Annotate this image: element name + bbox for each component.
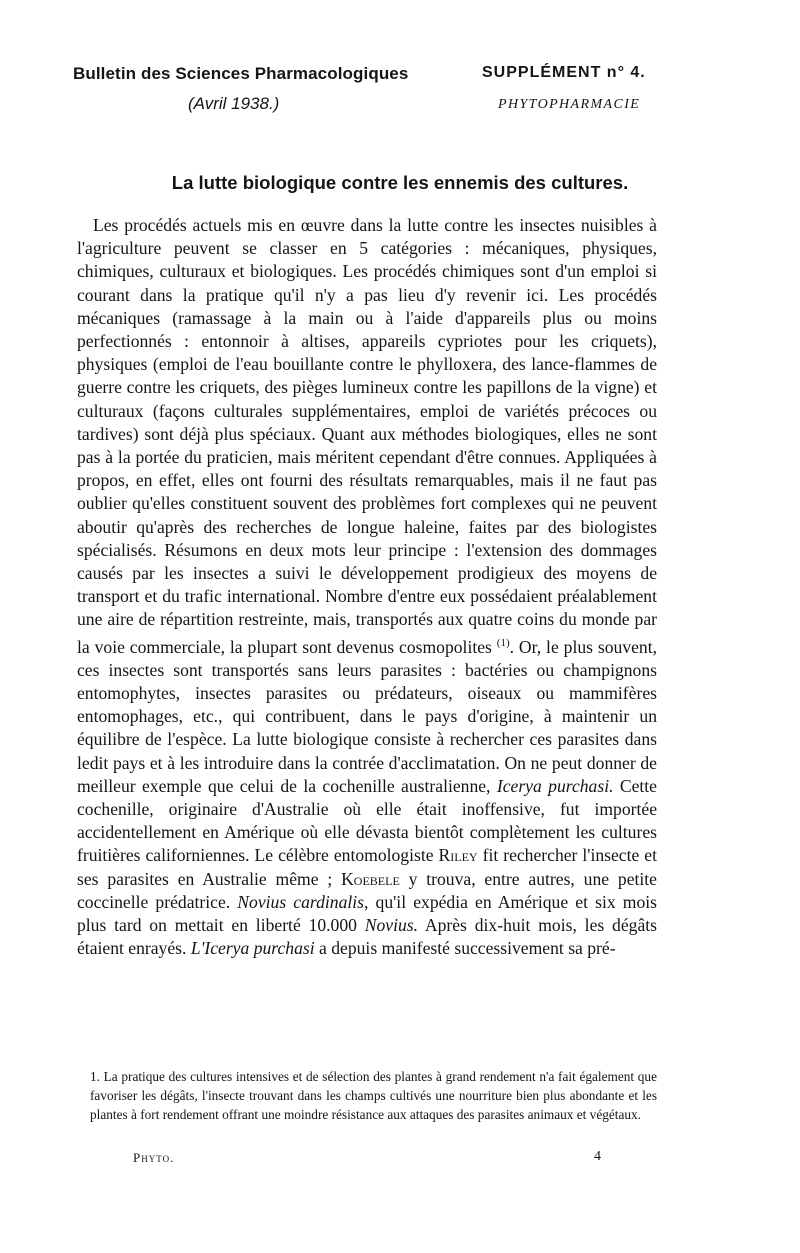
footnote-reference: (1) (496, 636, 510, 649)
species-name: Icerya purchasi. (496, 775, 614, 796)
supplement-number: SUPPLÉMENT n° 4. (482, 64, 646, 81)
body-text-segment: . Or, le plus souvent, ces insectes sont transportés sans leurs parasites : bactéries ou champignons entomophytes, insectes parasites ou prédateurs, oiseaux ou mammifères entomophages, etc., qui contribuent, dans le pays d'origine, à maintenir un équilibre de l'espèce. La lutte biologique consiste à rechercher ces parasites dans ledit pays et à les introduire dans la contrée d'acclimatation. On ne peut donner de meilleur exemple que celui de la cochenille australienne, (77, 636, 658, 796)
body-text-segment: Après dix-huit mois, les dégâts étaient enrayés. (77, 914, 657, 959)
species-name: Novius. (364, 914, 419, 935)
section-name: PHYTOPHARMACIE (498, 97, 641, 112)
footnote: 1. La pratique des cultures intensives et de sélection des plantes à grand rendement n'a fait également que favoriser les dégâts, l'insecte trouvant dans les champs cultivés une nourriture bien plus abondante et les plantes à fort rendement offrant une moindre résistance aux attaques des parasites animaux et végétaux. (90, 1069, 657, 1122)
body-text-segment: y trouva, entre autres, une petite coccinelle prédatrice. (77, 868, 657, 912)
body-text-segment: fit rechercher l'insecte et ses parasites en Australie même ; (77, 845, 658, 889)
person-name: Koebele (341, 868, 400, 889)
species-name: L'Icerya purchasi (190, 938, 315, 959)
page-number: 4 (594, 1149, 601, 1164)
body-text-segment: a depuis manifesté successivement sa pré- (314, 938, 616, 959)
article-body (77, 214, 657, 960)
issue-date: (Avril 1938.) (188, 94, 280, 113)
signature: Phyto. (133, 1150, 175, 1165)
person-name: Riley (438, 845, 478, 866)
body-text-segment: qu'il expédia en Amérique et six mois plus tard on mettait en liberté 10.000 (77, 891, 658, 935)
body-text-segment: Cette cochenille, originaire d'Australie où elle était inoffensive, fut importée accidentellement en Amérique où elle dévasta bientôt complètement les cultures fruitières californiennes. Le célèbre entomologiste (77, 775, 657, 866)
body-text-segment: Les procédés actuels mis en œuvre dans la lutte contre les insectes nuisibles à l'agriculture peuvent se classer en 5 catégories : mécaniques, physiques, chimiques, culturaux et biologiques. Les procédés chimiques sont d'un emploi si courant dans la pratique qu'il n'y a pas lieu d'y revenir ici. Les procédés mécaniques (ramassage à la main ou à l'aide d'appareils plus ou moins perfectionnés : entonnoir à altises, appareils cypriotes pour les criquets), physiques (emploi de l'eau bouillante contre le phylloxera, des lance-flammes de guerre contre les criquets, des pièges lumineux contre les papillons de la vigne) et culturaux (façons culturales supplémentaires, emploi de variétés précoces ou tardives) sont déjà plus spéciaux. Quant aux méthodes biologiques, elles ne sont pas à la portée du praticien, mais méritent cependant d'être connues. Appliquées à propos, en effet, elles ont fourni des résultats remarquables, mais il ne faut pas oublier qu'elles constituent souvent des problèmes fort complexes qui ne peuvent aboutir qu'après des recherches de longue haleine, faites par des biologistes spécialisés. Résumons en deux mots leur principe : l'extension des dommages causés par les insectes a suivi le développement prodigieux des moyens de transport et du trafic international. Nombre d'entre eux possédaient préalablement une aire de répartition restreinte, mais, transportés aux quatre coins du monde par la voie commerciale, la plupart sont devenus cosmopolites (77, 215, 657, 657)
species-name: Novius cardinalis, (237, 891, 369, 912)
article-title: La lutte biologique contre les ennemis des cultures. (171, 172, 629, 193)
journal-title: Bulletin des Sciences Pharmacologiques (73, 64, 409, 83)
